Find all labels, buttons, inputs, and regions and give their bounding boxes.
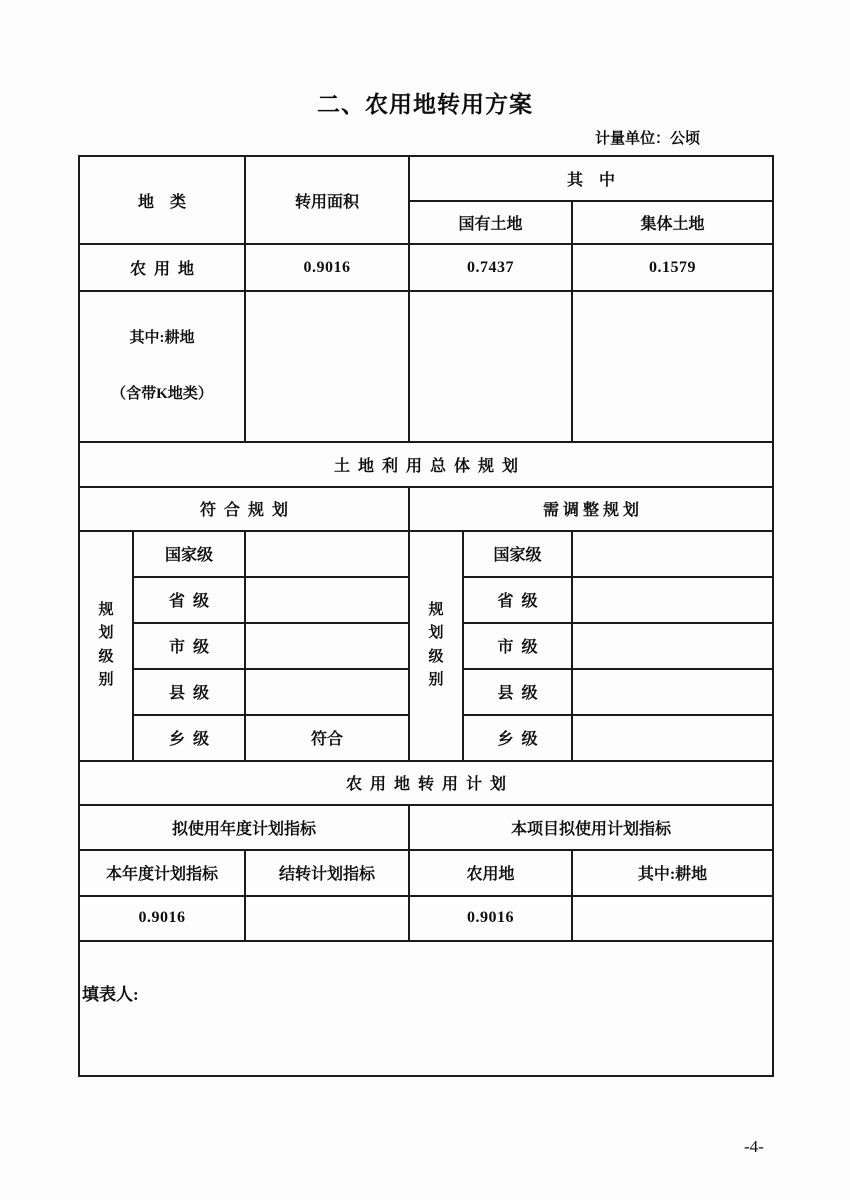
adjust-level-value-city [572, 623, 773, 669]
agricultural-land-state-owned: 0.7437 [409, 244, 572, 291]
project-plan-group-title: 本项目拟使用计划指标 [409, 805, 773, 850]
header-state-owned-land: 国有土地 [409, 201, 572, 244]
conform-level-value-city [245, 623, 409, 669]
page-title: 二、农用地转用方案 [317, 91, 533, 117]
conform-level-label-city: 市 级 [133, 623, 245, 669]
header-collective-land: 集体土地 [572, 201, 773, 244]
land-conversion-table [78, 155, 774, 1077]
plan-section-title: 农 用 地 转 用 计 划 [79, 761, 773, 805]
header-land-type: 地 类 [79, 156, 245, 244]
annual-indicator-value: 0.9016 [79, 896, 245, 941]
agricultural-land-area: 0.9016 [245, 244, 409, 291]
cultivated-label-line1: 其中:耕地 [129, 330, 195, 346]
agri-land-col-header: 农用地 [409, 850, 572, 896]
conform-level-label-province: 省 级 [133, 577, 245, 623]
planning-level-vertical-text-left: 规划级别 [98, 602, 114, 688]
adjust-level-label-county: 县 级 [463, 669, 572, 715]
conform-level-label-township: 乡 级 [133, 715, 245, 761]
planning-level-label-right [409, 531, 463, 761]
adjust-level-label-national: 国家级 [463, 531, 572, 577]
adjust-level-value-county [572, 669, 773, 715]
header-of-which: 其 中 [409, 156, 773, 201]
measurement-unit-label: 计量单位：公顷 [594, 130, 700, 147]
cultivated-label-line2: （含带K地类） [111, 386, 213, 403]
agricultural-land-collective: 0.1579 [572, 244, 773, 291]
agricultural-land-label: 农 用 地 [79, 244, 245, 291]
conform-level-value-county [245, 669, 409, 715]
adjust-level-label-township: 乡 级 [463, 715, 572, 761]
annual-plan-group-title: 拟使用年度计划指标 [79, 805, 409, 850]
adjust-level-label-province: 省 级 [463, 577, 572, 623]
cultivated-land-label [79, 291, 245, 442]
adjust-level-label-city: 市 级 [463, 623, 572, 669]
conform-level-value-township: 符合 [245, 715, 409, 761]
cultivated-collective-cell [572, 291, 773, 442]
adjust-level-value-national [572, 531, 773, 577]
planning-section-title: 土 地 利 用 总 体 规 划 [79, 442, 773, 487]
form-filler-label: 填表人: [82, 985, 139, 1004]
conform-level-value-province [245, 577, 409, 623]
carryover-indicator-value [245, 896, 409, 941]
planning-level-vertical-text-right: 规划级别 [428, 602, 444, 688]
conform-level-value-national [245, 531, 409, 577]
conform-level-label-county: 县 级 [133, 669, 245, 715]
conform-planning-title: 符 合 规 划 [79, 487, 409, 531]
remarks-empty-cell [79, 941, 773, 1076]
annual-indicator-col-header: 本年度计划指标 [79, 850, 245, 896]
cultivated-state-owned-cell [409, 291, 572, 442]
conform-level-label-national: 国家级 [133, 531, 245, 577]
cultivated-col-header: 其中:耕地 [572, 850, 773, 896]
adjust-level-value-province [572, 577, 773, 623]
carryover-indicator-col-header: 结转计划指标 [245, 850, 409, 896]
cultivated-area-cell [245, 291, 409, 442]
adjust-planning-title: 需 调 整 规 划 [409, 487, 773, 531]
cultivated-value [572, 896, 773, 941]
header-conversion-area: 转用面积 [245, 156, 409, 244]
agri-land-value: 0.9016 [409, 896, 572, 941]
planning-level-label-left [79, 531, 133, 761]
page-number: -4- [744, 1137, 764, 1156]
adjust-level-value-township [572, 715, 773, 761]
